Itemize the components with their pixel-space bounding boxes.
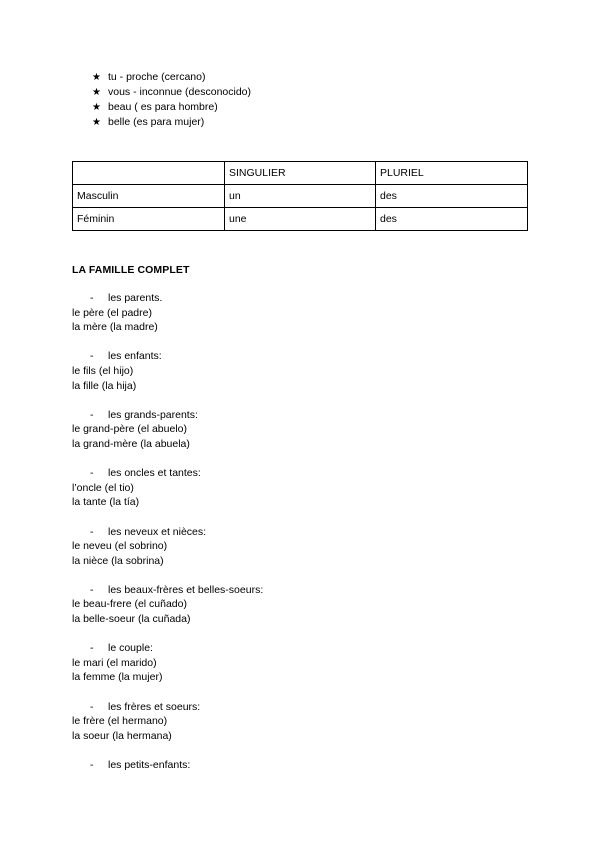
table-row [73, 185, 528, 208]
family-group [72, 466, 532, 510]
family-term: le frère (el hermano) [72, 715, 168, 728]
dash-marker: - [90, 642, 94, 655]
dash-marker: - [90, 759, 94, 771]
family-term: le grand-père (el abuelo) [72, 423, 187, 436]
bullet-text: beau ( es para hombre) [108, 101, 218, 113]
section-heading: LA FAMILLE COMPLET [72, 264, 190, 276]
bullet-item [92, 100, 251, 115]
family-term: la tante (la tía) [72, 496, 140, 509]
group-title: le couple: [108, 642, 153, 655]
table-header-cell: SINGULIER [225, 162, 376, 185]
table-row [73, 208, 528, 231]
group-title: les grands-parents: [108, 408, 198, 421]
family-term: le beau-frere (el cuñado) [72, 598, 187, 611]
family-group [72, 758, 532, 773]
dash-marker: - [90, 292, 94, 304]
article-table [72, 161, 528, 231]
family-term: la soeur (la hermana) [72, 729, 172, 742]
group-title: les neveux et nièces: [108, 525, 207, 538]
dash-marker: - [90, 525, 94, 538]
star-icon: ★ [92, 72, 101, 83]
pronoun-bullet-list [92, 70, 251, 130]
family-group [72, 291, 532, 335]
table-header-cell [73, 162, 225, 185]
star-icon: ★ [92, 87, 101, 98]
family-term: la belle-soeur (la cuñada) [72, 613, 191, 626]
bullet-text: tu - proche (cercano) [108, 71, 206, 83]
family-term: la fille (la hija) [72, 379, 137, 392]
star-icon: ★ [92, 102, 101, 113]
family-term: la grand-mère (la abuela) [72, 437, 190, 450]
table-header-cell: PLURIEL [376, 162, 528, 185]
table-cell: Masculin [73, 185, 225, 208]
group-title: les oncles et tantes: [108, 467, 201, 480]
bullet-item [92, 70, 251, 85]
family-term: le fils (el hijo) [72, 364, 134, 377]
bullet-text: vous - inconnue (desconocido) [108, 86, 252, 98]
table-cell: des [376, 185, 528, 208]
family-term: le mari (el marido) [72, 656, 157, 669]
table-cell: un [225, 185, 376, 208]
table-cell: une [225, 208, 376, 231]
star-icon: ★ [92, 117, 101, 128]
family-group [72, 641, 532, 685]
family-term: le neveu (el sobrino) [72, 540, 168, 553]
dash-marker: - [90, 467, 94, 480]
dash-marker: - [90, 700, 94, 713]
dash-marker: - [90, 408, 94, 421]
table-cell: des [376, 208, 528, 231]
family-group [72, 408, 532, 452]
family-term: l’oncle (el tio) [72, 481, 134, 494]
bullet-item [92, 85, 251, 100]
family-term: la nièce (la sobrina) [72, 554, 164, 567]
table-cell: Féminin [73, 208, 225, 231]
bullet-text: belle (es para mujer) [108, 116, 205, 128]
family-group [72, 525, 532, 569]
group-title: les frères et soeurs: [108, 700, 201, 713]
family-group [72, 700, 532, 744]
dash-marker: - [90, 350, 94, 363]
family-term: le père (el padre) [72, 306, 152, 319]
group-title: les petits-enfants: [108, 759, 191, 771]
table-header-row [73, 162, 528, 185]
family-group [72, 583, 532, 627]
group-title: les enfants: [108, 350, 162, 363]
bullet-item [92, 115, 251, 130]
dash-marker: - [90, 583, 94, 596]
family-term: la femme (la mujer) [72, 671, 163, 684]
group-title: les parents. [108, 292, 163, 304]
family-groups [72, 291, 532, 787]
group-title: les beaux-frères et belles-soeurs: [108, 583, 264, 596]
family-term: la mère (la madre) [72, 321, 158, 334]
family-group [72, 349, 532, 393]
